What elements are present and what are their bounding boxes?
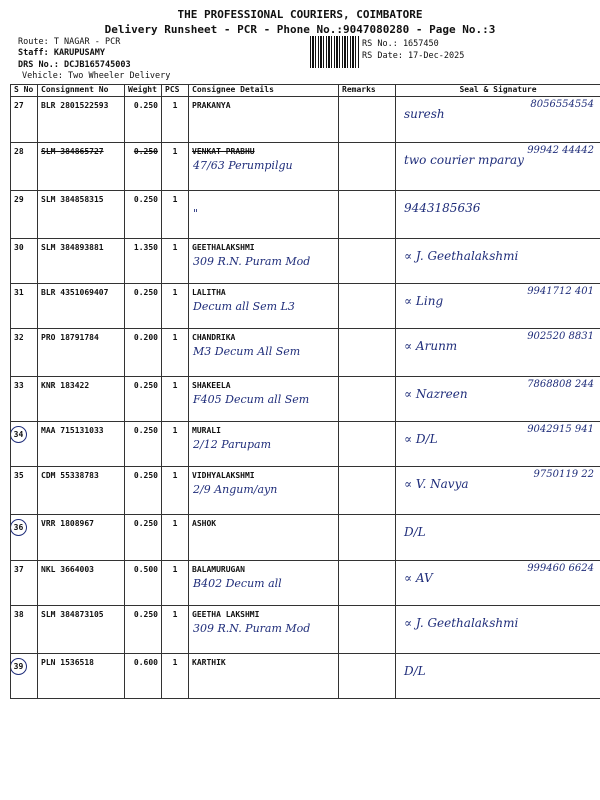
consignment-cell bbox=[38, 239, 125, 284]
consignee-name: ASHOK bbox=[192, 519, 217, 528]
consignee-cell bbox=[189, 377, 339, 422]
staff-label: Staff: KARUPUSAMY bbox=[18, 48, 105, 58]
signature-cell bbox=[396, 422, 600, 467]
sno-cell bbox=[11, 143, 38, 191]
pcs-value: 1 bbox=[172, 471, 178, 480]
weight-value: 0.250 bbox=[133, 147, 158, 156]
table-row bbox=[11, 329, 600, 377]
sno-cell bbox=[11, 422, 38, 467]
pcs-value: 1 bbox=[172, 565, 178, 574]
weight-value: 0.200 bbox=[133, 333, 158, 342]
weight-value: 0.250 bbox=[133, 381, 158, 390]
consignee-cell bbox=[189, 606, 339, 654]
handwritten-signature: suresh bbox=[404, 107, 445, 121]
consignee-cell bbox=[189, 143, 339, 191]
table-row bbox=[11, 422, 600, 467]
weight-value: 0.250 bbox=[133, 101, 158, 110]
remarks-cell bbox=[339, 654, 396, 699]
col-weight: Weight bbox=[125, 85, 162, 97]
weight-cell bbox=[125, 377, 162, 422]
handwritten-signature: two courier mparay bbox=[404, 153, 524, 167]
consignment-no: SLM 384858315 bbox=[41, 195, 104, 204]
table-row bbox=[11, 284, 600, 329]
sno-cell bbox=[11, 606, 38, 654]
col-remarks: Remarks bbox=[339, 85, 396, 97]
pcs-cell bbox=[162, 515, 189, 561]
sno-value: 30 bbox=[14, 243, 24, 252]
handwritten-signature: ∝ Nazreen bbox=[404, 387, 468, 401]
signature-cell bbox=[396, 561, 600, 606]
handwritten-phone: 8056554554 bbox=[530, 99, 594, 110]
consignment-cell bbox=[38, 606, 125, 654]
rs-date: RS Date: 17-Dec-2025 bbox=[362, 51, 465, 61]
consignment-no: SLM 384893881 bbox=[41, 243, 104, 252]
weight-value: 0.500 bbox=[133, 565, 158, 574]
sno-value: 31 bbox=[14, 288, 24, 297]
table-row bbox=[11, 654, 600, 699]
pcs-cell bbox=[162, 422, 189, 467]
weight-value: 0.250 bbox=[133, 288, 158, 297]
pcs-value: 1 bbox=[172, 243, 178, 252]
pcs-cell bbox=[162, 97, 189, 143]
handwritten-phone: 9042915 941 bbox=[527, 424, 594, 435]
handwritten-signature: D/L bbox=[404, 525, 426, 539]
runsheet-subtitle: Delivery Runsheet - PCR - Phone No.:9047080280 - Page No.:3 bbox=[104, 23, 496, 36]
table-row bbox=[11, 97, 600, 143]
consignee-cell bbox=[189, 422, 339, 467]
handwritten-phone: 7868808 244 bbox=[527, 379, 594, 390]
table-row bbox=[11, 239, 600, 284]
rs-number: RS No.: 1657450 bbox=[362, 39, 439, 49]
pcs-value: 1 bbox=[172, 381, 178, 390]
remarks-cell bbox=[339, 377, 396, 422]
sno-value: 37 bbox=[14, 565, 24, 574]
handwritten-address: Decum all Sem L3 bbox=[193, 300, 295, 313]
drs-label: DRS No.: DCJB165745003 bbox=[18, 60, 131, 70]
table-row bbox=[11, 561, 600, 606]
signature-cell bbox=[396, 97, 600, 143]
col-pcs: PCS bbox=[162, 85, 189, 97]
pcs-value: 1 bbox=[172, 610, 178, 619]
weight-cell bbox=[125, 239, 162, 284]
handwritten-phone: 999460 6624 bbox=[527, 563, 594, 574]
pcs-cell bbox=[162, 284, 189, 329]
pcs-value: 1 bbox=[172, 101, 178, 110]
handwritten-address: 309 R.N. Puram Mod bbox=[193, 255, 311, 268]
sno-cell bbox=[11, 329, 38, 377]
consignee-cell bbox=[189, 467, 339, 515]
col-consignee: Consignee Details bbox=[189, 85, 339, 97]
weight-value: 0.250 bbox=[133, 471, 158, 480]
table-row bbox=[11, 515, 600, 561]
pcs-cell bbox=[162, 239, 189, 284]
pcs-value: 1 bbox=[172, 333, 178, 342]
handwritten-signature: ∝ Arunm bbox=[404, 339, 458, 353]
weight-cell bbox=[125, 97, 162, 143]
consignment-no: MAA 715131033 bbox=[41, 426, 104, 435]
sno-cell bbox=[11, 654, 38, 699]
consignment-cell bbox=[38, 515, 125, 561]
circled-sno: 36 bbox=[11, 519, 28, 536]
sno-cell bbox=[11, 561, 38, 606]
consignment-no: KNR 183422 bbox=[41, 381, 90, 390]
weight-value: 0.600 bbox=[133, 658, 158, 667]
pcs-cell bbox=[162, 606, 189, 654]
sno-cell bbox=[11, 191, 38, 239]
weight-cell bbox=[125, 467, 162, 515]
vehicle-label: Vehicle: Two Wheeler Delivery bbox=[22, 71, 171, 81]
handwritten-phone: 9750119 22 bbox=[533, 469, 594, 480]
remarks-cell bbox=[339, 284, 396, 329]
consignee-cell bbox=[189, 329, 339, 377]
consignment-no: PLN 1536518 bbox=[41, 658, 94, 667]
handwritten-phone: 99942 44442 bbox=[527, 145, 594, 156]
weight-cell bbox=[125, 329, 162, 377]
weight-cell bbox=[125, 654, 162, 699]
signature-cell bbox=[396, 606, 600, 654]
remarks-cell bbox=[339, 515, 396, 561]
weight-value: 0.250 bbox=[133, 610, 158, 619]
remarks-cell bbox=[339, 422, 396, 467]
consignment-cell bbox=[38, 143, 125, 191]
handwritten-address: B402 Decum all bbox=[193, 577, 282, 590]
signature-cell bbox=[396, 143, 600, 191]
consignment-no: PRO 18791784 bbox=[41, 333, 99, 342]
sno-cell bbox=[11, 239, 38, 284]
consignee-name: GEETHALAKSHMI bbox=[192, 243, 255, 252]
pcs-value: 1 bbox=[172, 426, 178, 435]
table-row bbox=[11, 467, 600, 515]
consignee-cell bbox=[189, 239, 339, 284]
signature-cell bbox=[396, 239, 600, 284]
pcs-cell bbox=[162, 654, 189, 699]
consignment-no: VRR 1808967 bbox=[41, 519, 94, 528]
runsheet-table bbox=[10, 84, 600, 699]
weight-value: 0.250 bbox=[133, 195, 158, 204]
sno-cell bbox=[11, 515, 38, 561]
col-sno: S No bbox=[11, 85, 38, 97]
sno-value: 32 bbox=[14, 333, 24, 342]
circled-sno: 39 bbox=[11, 658, 28, 675]
handwritten-address: 47/63 Perumpilgu bbox=[193, 159, 293, 172]
signature-cell bbox=[396, 329, 600, 377]
pcs-cell bbox=[162, 191, 189, 239]
handwritten-signature: 9443185636 bbox=[404, 201, 481, 215]
consignment-no: SLM 384873105 bbox=[41, 610, 104, 619]
weight-cell bbox=[125, 143, 162, 191]
table-header-row bbox=[11, 85, 600, 97]
pcs-cell bbox=[162, 467, 189, 515]
handwritten-phone: 902520 8831 bbox=[527, 331, 594, 342]
handwritten-address: 2/12 Parupam bbox=[193, 438, 272, 451]
handwritten-address: F405 Decum all Sem bbox=[193, 393, 310, 406]
consignee-name: SHAKEELA bbox=[192, 381, 231, 390]
table-row bbox=[11, 606, 600, 654]
consignee-cell bbox=[189, 284, 339, 329]
weight-cell bbox=[125, 422, 162, 467]
table-row bbox=[11, 191, 600, 239]
consignment-cell bbox=[38, 191, 125, 239]
weight-cell bbox=[125, 561, 162, 606]
consignment-cell bbox=[38, 377, 125, 422]
handwritten-address: M3 Decum All Sem bbox=[193, 345, 301, 358]
circled-sno: 34 bbox=[11, 426, 28, 443]
weight-value: 0.250 bbox=[133, 426, 158, 435]
consignee-name: VENKAT PRABHU bbox=[192, 147, 255, 156]
consignment-cell bbox=[38, 561, 125, 606]
consignment-no: NKL 3664003 bbox=[41, 565, 94, 574]
handwritten-signature: ∝ V. Navya bbox=[404, 477, 469, 491]
weight-cell bbox=[125, 284, 162, 329]
signature-cell bbox=[396, 515, 600, 561]
route-label: Route: T NAGAR - PCR bbox=[18, 37, 121, 47]
handwritten-phone: 9941712 401 bbox=[527, 286, 594, 297]
consignment-cell bbox=[38, 422, 125, 467]
remarks-cell bbox=[339, 467, 396, 515]
sno-cell bbox=[11, 467, 38, 515]
consignment-cell bbox=[38, 284, 125, 329]
handwritten-signature: ∝ J. Geethalakshmi bbox=[404, 616, 519, 630]
weight-cell bbox=[125, 191, 162, 239]
consignee-cell bbox=[189, 97, 339, 143]
consignee-name: CHANDRIKA bbox=[192, 333, 236, 342]
sno-cell bbox=[11, 377, 38, 422]
pcs-cell bbox=[162, 561, 189, 606]
table-row bbox=[11, 377, 600, 422]
barcode bbox=[310, 36, 360, 68]
remarks-cell bbox=[339, 191, 396, 239]
consignee-name: PRAKANYA bbox=[192, 101, 231, 110]
remarks-cell bbox=[339, 329, 396, 377]
remarks-cell bbox=[339, 97, 396, 143]
handwritten-address: 2/9 Angum/ayn bbox=[193, 483, 278, 496]
col-consignment: Consignment No bbox=[38, 85, 125, 97]
consignee-name: KARTHIK bbox=[192, 658, 226, 667]
signature-cell bbox=[396, 284, 600, 329]
sno-cell bbox=[11, 284, 38, 329]
consignment-no: BLR 4351069407 bbox=[41, 288, 109, 297]
consignee-name: GEETHA LAKSHMI bbox=[192, 610, 260, 619]
sno-value: 28 bbox=[14, 147, 24, 156]
signature-cell bbox=[396, 191, 600, 239]
consignment-cell bbox=[38, 654, 125, 699]
handwritten-signature: ∝ Ling bbox=[404, 294, 444, 308]
consignment-no: BLR 2801522593 bbox=[41, 101, 109, 110]
consignee-name: MURALI bbox=[192, 426, 221, 435]
signature-cell bbox=[396, 377, 600, 422]
pcs-value: 1 bbox=[172, 658, 178, 667]
handwritten-signature: ∝ J. Geethalakshmi bbox=[404, 249, 519, 263]
sno-value: 35 bbox=[14, 471, 24, 480]
pcs-cell bbox=[162, 377, 189, 422]
pcs-cell bbox=[162, 143, 189, 191]
pcs-value: 1 bbox=[172, 195, 178, 204]
remarks-cell bbox=[339, 606, 396, 654]
handwritten-signature: D/L bbox=[404, 664, 426, 678]
remarks-cell bbox=[339, 561, 396, 606]
sno-cell bbox=[11, 97, 38, 143]
consignee-name: VIDHYALAKSHMI bbox=[192, 471, 255, 480]
weight-value: 1.350 bbox=[133, 243, 158, 252]
consignee-cell bbox=[189, 515, 339, 561]
sno-value: 33 bbox=[14, 381, 24, 390]
signature-cell bbox=[396, 654, 600, 699]
handwritten-address: " bbox=[193, 207, 199, 220]
col-signature: Seal & Signature bbox=[396, 85, 600, 97]
table-row bbox=[11, 143, 600, 191]
handwritten-signature: ∝ AV bbox=[404, 571, 433, 585]
weight-cell bbox=[125, 515, 162, 561]
consignment-cell bbox=[38, 467, 125, 515]
consignee-cell bbox=[189, 654, 339, 699]
sno-value: 27 bbox=[14, 101, 24, 110]
consignee-cell bbox=[189, 561, 339, 606]
consignee-cell bbox=[189, 191, 339, 239]
remarks-cell bbox=[339, 239, 396, 284]
pcs-value: 1 bbox=[172, 519, 178, 528]
consignment-no: CDM 55338783 bbox=[41, 471, 99, 480]
company-title: THE PROFESSIONAL COURIERS, COIMBATORE bbox=[177, 8, 423, 21]
consignment-cell bbox=[38, 97, 125, 143]
weight-value: 0.250 bbox=[133, 519, 158, 528]
weight-cell bbox=[125, 606, 162, 654]
consignment-cell bbox=[38, 329, 125, 377]
sno-value: 38 bbox=[14, 610, 24, 619]
consignee-name: LALITHA bbox=[192, 288, 226, 297]
consignment-no: SLM 384865727 bbox=[41, 147, 104, 156]
handwritten-address: 309 R.N. Puram Mod bbox=[193, 622, 311, 635]
pcs-value: 1 bbox=[172, 288, 178, 297]
handwritten-signature: ∝ D/L bbox=[404, 432, 438, 446]
pcs-cell bbox=[162, 329, 189, 377]
sno-value: 29 bbox=[14, 195, 24, 204]
consignee-name: BALAMURUGAN bbox=[192, 565, 245, 574]
remarks-cell bbox=[339, 143, 396, 191]
signature-cell bbox=[396, 467, 600, 515]
pcs-value: 1 bbox=[172, 147, 178, 156]
